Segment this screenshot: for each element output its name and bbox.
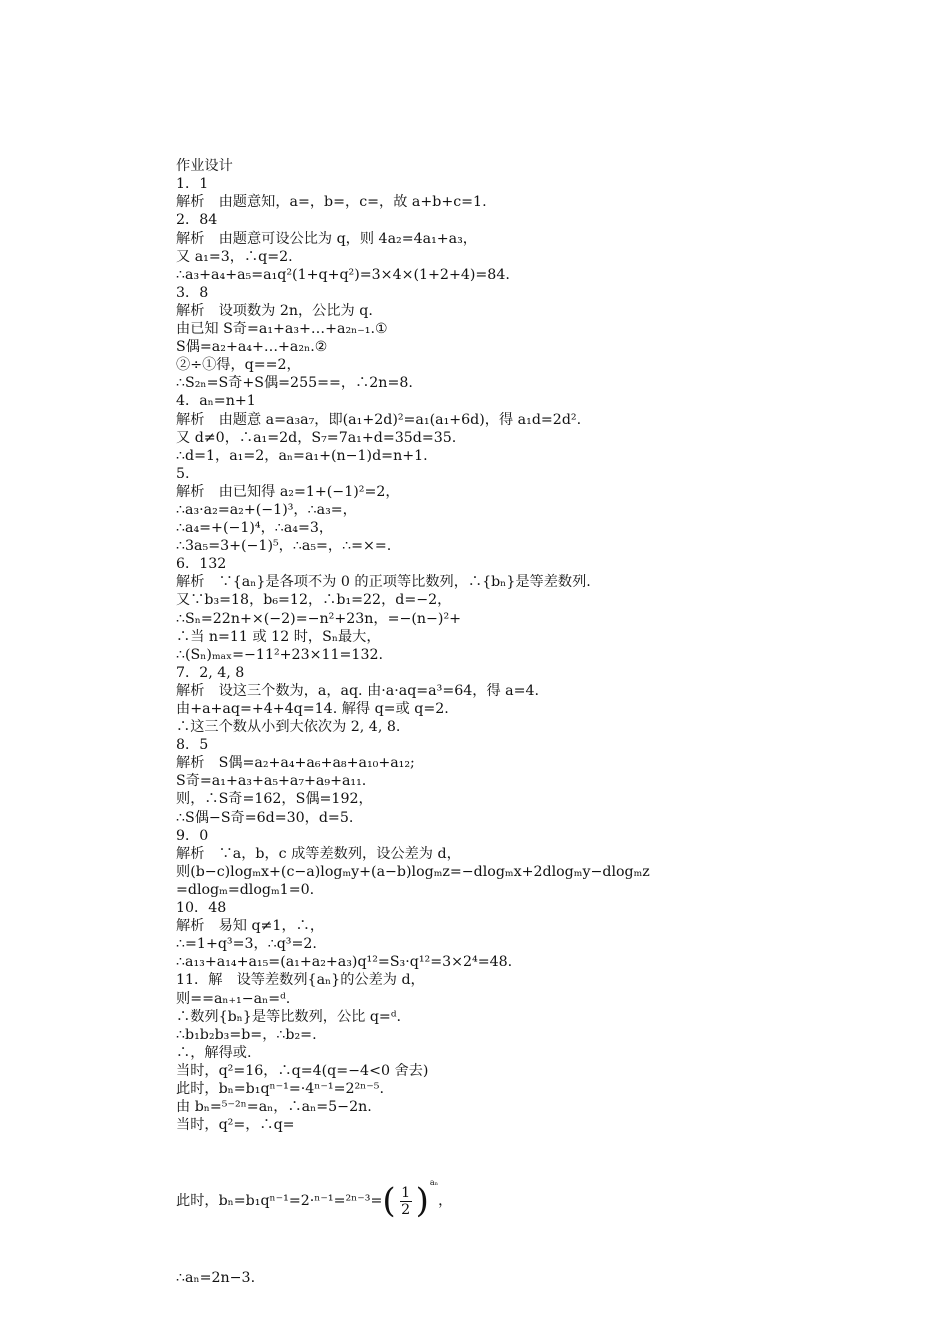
- text-line: 解析 由题意 a=a₃a₇，即(a₁+2d)²=a₁(a₁+6d)，得 a₁d=2d².: [176, 411, 582, 428]
- fraction-line-prefix: 此时，bₙ=b₁qⁿ⁻¹=2·ⁿ⁻¹=²ⁿ⁻³=: [176, 1193, 383, 1210]
- fraction: [400, 1185, 412, 1218]
- text-line: ∴3a₅=3+(−1)⁵，∴a₅=，∴=×=.: [176, 538, 392, 555]
- text-line: 解析 S偶=a₂+a₄+a₆+a₈+a₁₀+a₁₂;: [176, 755, 415, 772]
- text-line: S奇=a₁+a₃+a₅+a₇+a₉+a₁₁.: [176, 773, 367, 790]
- text-line: ∴S偶−S奇=6d=30，d=5.: [176, 809, 354, 826]
- text-line: 1．1: [176, 176, 209, 193]
- text-line: ∴S₂ₙ=S奇+S偶=255==，∴2n=8.: [176, 375, 413, 392]
- text-line: ∴a₁₃+a₁₄+a₁₅=(a₁+a₂+a₃)q¹²=S₃·q¹²=3×2⁴=48.: [176, 954, 513, 971]
- text-line: 11．解 设等差数列{aₙ}的公差为 d，: [176, 972, 425, 989]
- text-line: 解析 设这三个数为，a，aq. 由·a·aq=a³=64，得 a=4.: [176, 682, 540, 699]
- fraction-line-suffix: ，: [438, 1193, 453, 1210]
- fraction-line: [176, 1176, 796, 1226]
- fraction-numerator: 1: [401, 1184, 411, 1201]
- text-line: 当时，q²=，∴q=: [176, 1117, 295, 1134]
- right-paren: ): [415, 1181, 429, 1222]
- text-line: 又∵b₃=18，b₆=12，∴b₁=22，d=−2，: [176, 592, 452, 609]
- text-line: ∴=1+q³=3，∴q³=2.: [176, 936, 317, 953]
- text-line: 解析 由已知得 a₂=1+(−1)²=2，: [176, 483, 400, 500]
- text-line: 由 bₙ=⁵⁻²ⁿ=aₙ，∴aₙ=5−2n.: [176, 1099, 372, 1116]
- final-line: ∴aₙ=2n−3.: [176, 1269, 256, 1286]
- text-line: 解析 ∵{aₙ}是各项不为 0 的正项等比数列，∴{bₙ}是等差数列.: [176, 574, 591, 591]
- homework-solutions: [176, 121, 796, 1323]
- text-line: ∴数列{bₙ}是等比数列，公比 q=ᵈ.: [176, 1008, 401, 1025]
- text-line: ∴当 n=11 或 12 时，Sₙ最大，: [176, 628, 381, 645]
- solution-lines: [176, 157, 796, 1134]
- parenthesized-fraction: [382, 1178, 439, 1222]
- text-line: 9．0: [176, 827, 209, 844]
- text-line: 8．5: [176, 737, 209, 754]
- text-line: 当时，q²=16，∴q=4(q=−4<0 舍去): [176, 1062, 429, 1079]
- text-line: S偶=a₂+a₄+…+a₂ₙ.②: [176, 339, 328, 356]
- text-line: 作业设计: [176, 158, 233, 175]
- text-line: 10．48: [176, 900, 227, 917]
- text-line: ∴，解得或.: [176, 1044, 252, 1061]
- text-line: 解析 由题意知，a=，b=，c=，故 a+b+c=1.: [176, 194, 487, 211]
- text-line: 3．8: [176, 284, 209, 301]
- text-line: ∴a₃·a₂=a₂+(−1)³，∴a₃=，: [176, 501, 357, 518]
- text-line: ∴(Sₙ)ₘₐₓ=−11²+23×11=132.: [176, 646, 384, 663]
- text-line: 则(b−c)logₘx+(c−a)logₘy+(a−b)logₘz=−dlogₘx+2dlogₘy−dlogₘz: [176, 863, 650, 880]
- fraction-exponent: aₙ: [429, 1178, 439, 1188]
- text-line: ∴a₃+a₄+a₅=a₁q²(1+q+q²)=3×4×(1+2+4)=84.: [176, 266, 510, 283]
- text-line: ∴Sₙ=22n+×(−2)=−n²+23n，=−(n−)²+: [176, 610, 462, 627]
- text-line: 解析 ∵a，b，c 成等差数列，设公差为 d，: [176, 845, 461, 862]
- text-line: ②÷①得，q==2，: [176, 357, 301, 374]
- text-line: 由+a+aq=+4+4q=14. 解得 q=或 q=2.: [176, 701, 449, 717]
- left-paren: (: [382, 1181, 396, 1222]
- text-line: 解析 设项数为 2n，公比为 q.: [176, 302, 373, 319]
- text-line: ∴这三个数从小到大依次为 2, 4, 8.: [176, 719, 401, 736]
- text-line: ∴b₁b₂b₃=b=，∴b₂=.: [176, 1026, 317, 1043]
- text-line: 则==aₙ₊₁−aₙ=ᵈ.: [176, 990, 291, 1007]
- text-line: 解析 由题意可设公比为 q，则 4a₂=4a₁+a₃，: [176, 230, 477, 247]
- text-line: 则，∴S奇=162，S偶=192，: [176, 791, 373, 808]
- text-line: 4．aₙ=n+1: [176, 393, 256, 410]
- text-line: 此时，bₙ=b₁qⁿ⁻¹=·4ⁿ⁻¹=2²ⁿ⁻⁵.: [176, 1080, 384, 1097]
- text-line: ∴d=1，a₁=2，aₙ=a₁+(n−1)d=n+1.: [176, 447, 428, 464]
- text-line: 又 a₁=3，∴q=2.: [176, 248, 293, 265]
- text-line: ∴a₄=+(−1)⁴，∴a₄=3，: [176, 520, 334, 537]
- fraction-denominator: 2: [401, 1201, 411, 1218]
- text-line: =dlogₘ=dlogₘ1=0.: [176, 881, 315, 898]
- text-line: 6．132: [176, 556, 227, 573]
- text-line: 由已知 S奇=a₁+a₃+…+a₂ₙ₋₁.①: [176, 321, 388, 338]
- text-line: 解析 易知 q≠1，∴，: [176, 918, 325, 935]
- text-line: 7．2, 4, 8: [176, 664, 245, 681]
- text-line: 5.: [176, 465, 190, 482]
- text-line: 2．84: [176, 212, 218, 229]
- text-line: 又 d≠0，∴a₁=2d，S₇=7a₁+d=35d=35.: [176, 429, 457, 446]
